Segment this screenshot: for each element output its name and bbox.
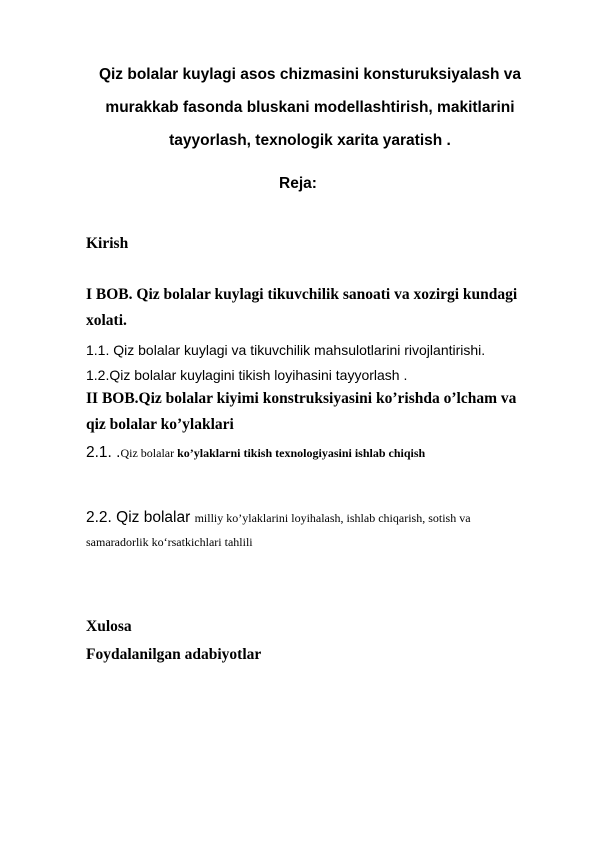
title-line-3: tayyorlash, texnologik xarita yaratish . bbox=[169, 132, 451, 149]
chapter1-item-2: 1.2.Qiz bolalar kuylagini tikish loyihasini tayyorlash . bbox=[86, 367, 408, 383]
plan-heading: Reja: bbox=[279, 175, 317, 192]
chapter2-item-1 bbox=[86, 444, 425, 462]
chapter1-heading-line2: xolati. bbox=[86, 312, 127, 329]
document-title bbox=[60, 58, 560, 157]
chapter2-item-2-number: 2.2. bbox=[86, 509, 117, 526]
chapter2-item-2-text-a: Qiz bolalar bbox=[116, 509, 195, 526]
chapter2-item-1-number: 2.1. . bbox=[86, 444, 121, 461]
chapter2-heading-line2: qiz bolalar ko’ylaklari bbox=[86, 416, 234, 433]
references-heading: Foydalanilgan adabiyotlar bbox=[86, 646, 262, 663]
chapter1-item-1: 1.1. Qiz bolalar kuylagi va tikuvchilik mahsulotlarini rivojlantirishi. bbox=[86, 342, 486, 358]
chapter2-item-2 bbox=[86, 509, 471, 527]
chapter2-item-2-text-b: milliy ko’ylaklarini loyihalash, ishlab chiqarish, sotish va bbox=[194, 511, 471, 525]
title-line-1: Qiz bolalar kuylagi asos chizmasini konsturuksiyalash va bbox=[98, 66, 522, 83]
title-line-2: murakkab fasonda bluskani modellashtirish, makitlarini bbox=[105, 99, 515, 116]
conclusion-heading: Xulosa bbox=[86, 618, 132, 635]
chapter2-item-1-text-a: Qiz bolalar bbox=[120, 446, 178, 460]
chapter1-heading-line1: I BOB. Qiz bolalar kuylagi tikuvchilik sanoati va xozirgi kundagi bbox=[86, 286, 518, 303]
intro-heading: Kirish bbox=[86, 235, 129, 252]
chapter2-heading-line1: II BOB.Qiz bolalar kiyimi konstruksiyasini ko’rishda o’lcham va bbox=[86, 390, 517, 407]
chapter2-item-2-text-c: samaradorlik ko‘rsatkichlari tahlili bbox=[86, 535, 253, 549]
chapter2-item-1-text-b: ko’ylaklarni tikish texnologiyasini ishlab chiqish bbox=[177, 446, 426, 460]
